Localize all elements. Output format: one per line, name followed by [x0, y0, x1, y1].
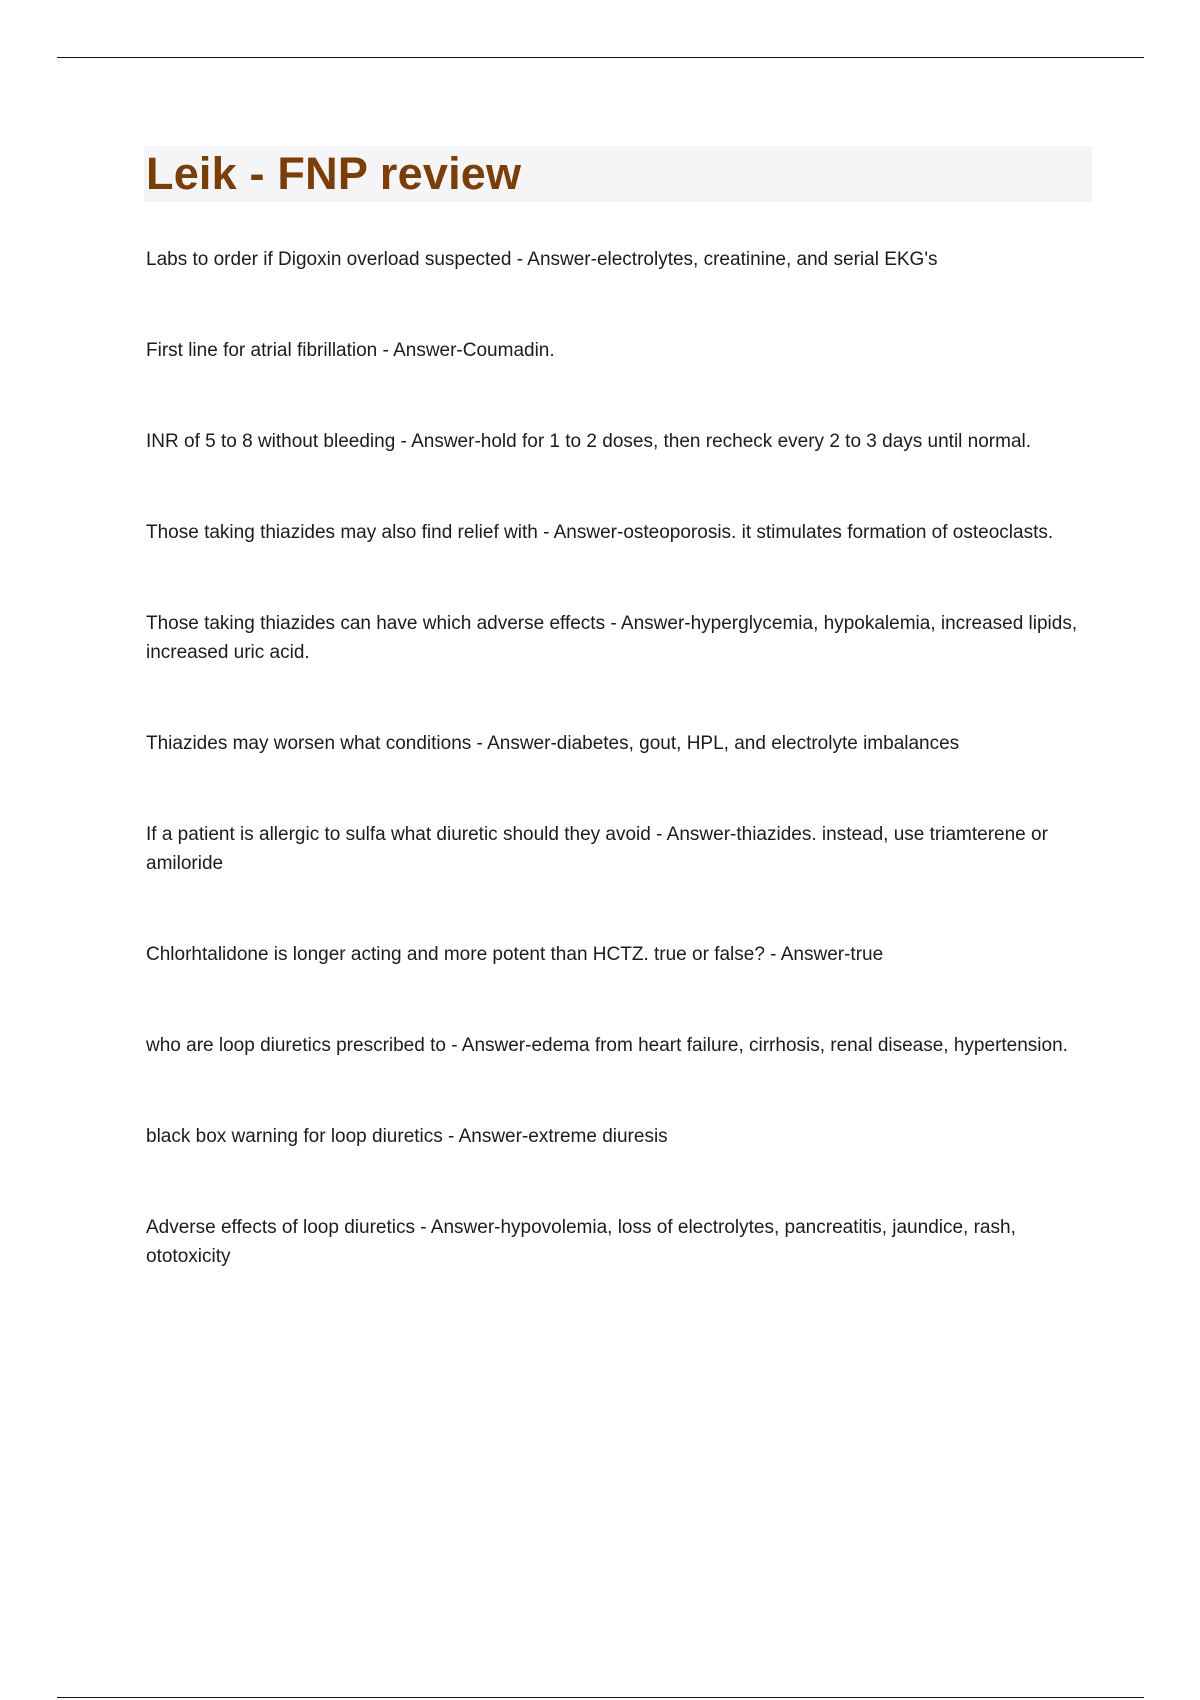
qa-item-thiazides-relief: Those taking thiazides may also find relief with - Answer-osteoporosis. it stimulates formation of osteoclasts. [146, 522, 1054, 543]
top-rule [57, 57, 1144, 58]
document-title: Leik - FNP review [146, 148, 522, 199]
qa-item-loop-diuretics-indications: who are loop diuretics prescribed to - Answer-edema from heart failure, cirrhosis, renal disease, hypertension. [146, 1035, 1068, 1056]
qa-item-loop-diuretics-adverse-effects: Adverse effects of loop diuretics - Answer-hypovolemia, loss of electrolytes, pancreatitis, jaundice, rash, ototoxicity [146, 1217, 1016, 1267]
qa-item-thiazides-adverse-effects: Those taking thiazides can have which adverse effects - Answer-hyperglycemia, hypokalemia, increased lipids, increased uric acid. [146, 613, 1078, 663]
qa-item-chlorthalidone: Chlorhtalidone is longer acting and more potent than HCTZ. true or false? - Answer-true [146, 944, 884, 965]
bottom-rule [57, 1697, 1144, 1698]
qa-item-loop-diuretics-black-box: black box warning for loop diuretics - Answer-extreme diuresis [146, 1126, 668, 1147]
qa-item-sulfa-allergy: If a patient is allergic to sulfa what diuretic should they avoid - Answer-thiazides. instead, use triamterene or amiloride [146, 824, 1048, 874]
title-band [144, 146, 1092, 202]
qa-item-afib-first-line: First line for atrial fibrillation - Answer-Coumadin. [146, 340, 555, 361]
qa-item-thiazides-worsen: Thiazides may worsen what conditions - Answer-diabetes, gout, HPL, and electrolyte imbalances [146, 733, 960, 754]
qa-item-inr-5-to-8: INR of 5 to 8 without bleeding - Answer-hold for 1 to 2 doses, then recheck every 2 to 3 days until normal. [146, 431, 1032, 452]
qa-list [146, 245, 1086, 1333]
qa-item-digoxin-labs: Labs to order if Digoxin overload suspected - Answer-electrolytes, creatinine, and serial EKG's [146, 249, 938, 270]
